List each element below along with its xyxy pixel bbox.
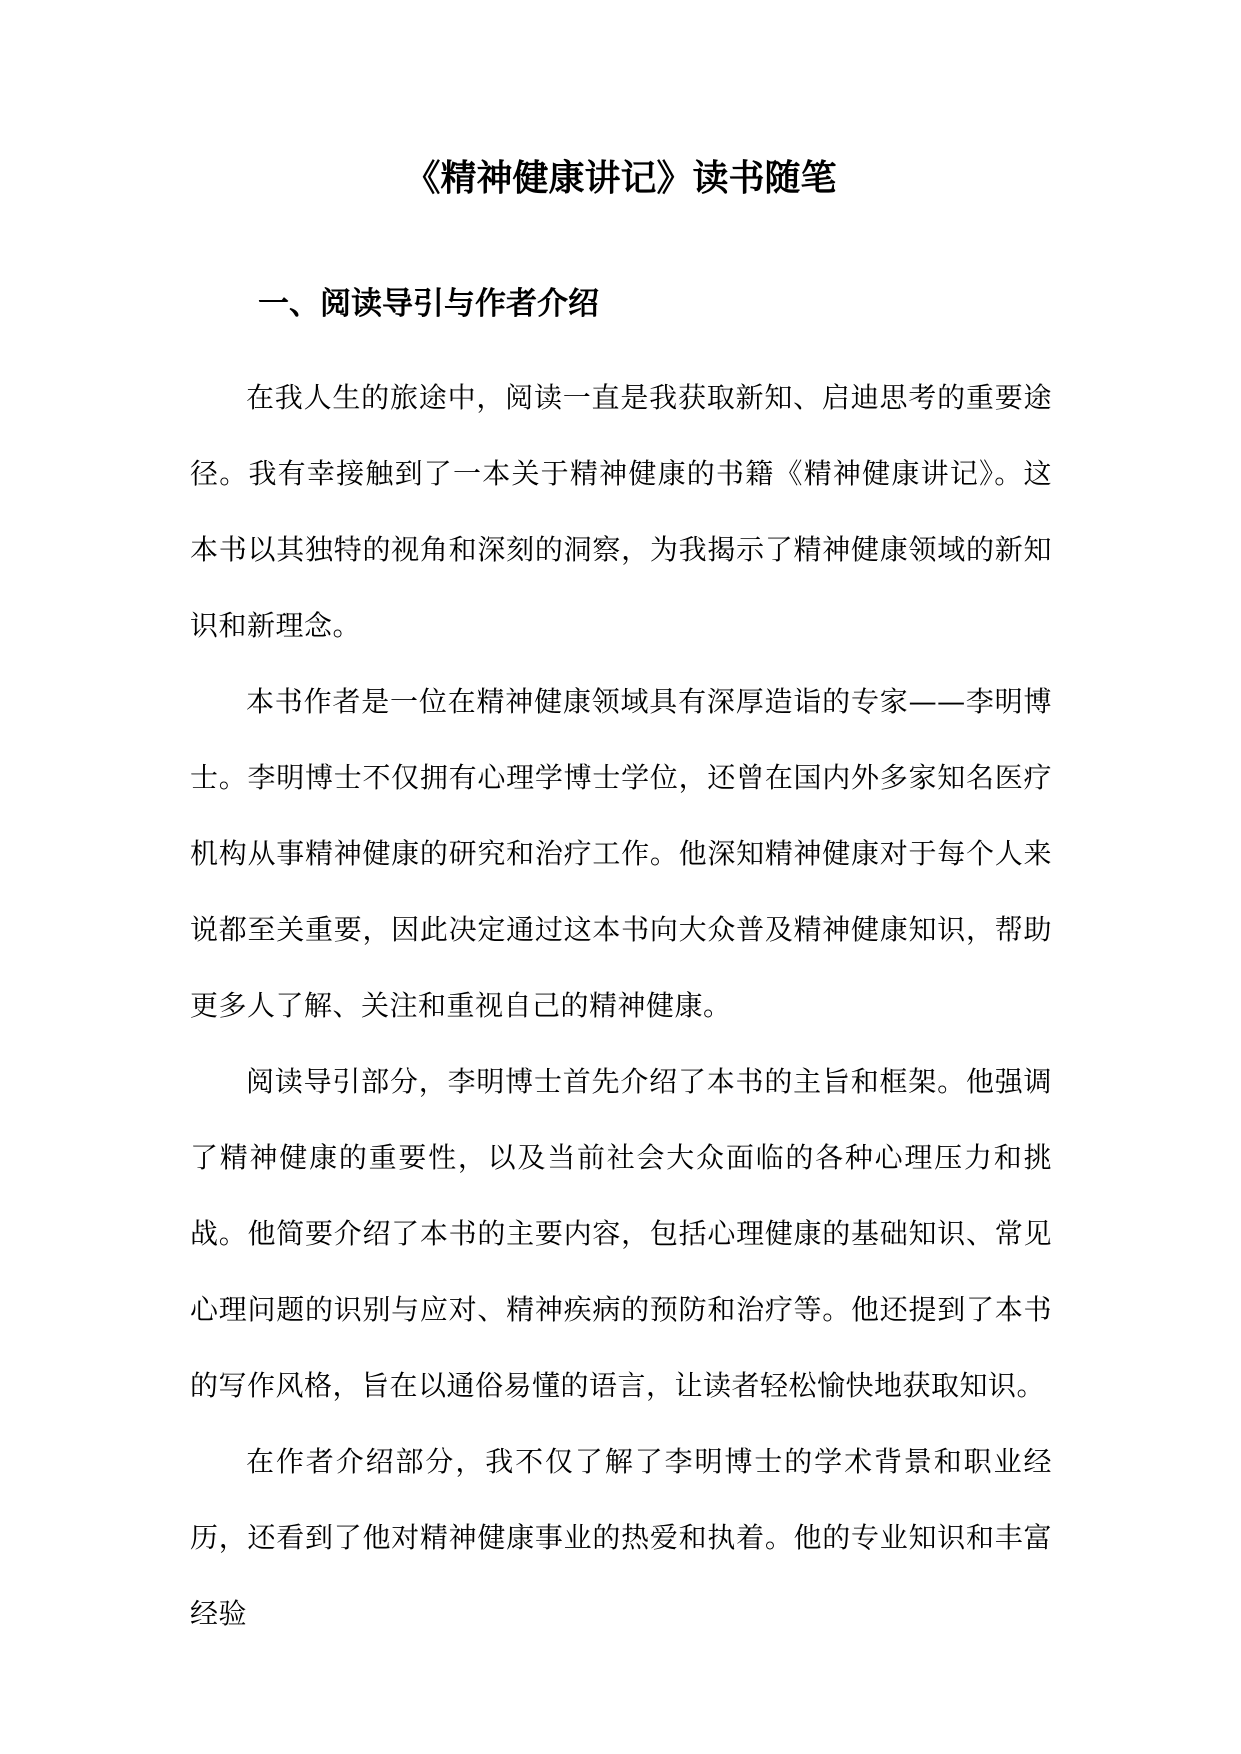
body-text <box>190 360 1052 1652</box>
paragraph-author-section: 在作者介绍部分，我不仅了解了李明博士的学术背景和职业经历，还看到了他对精神健康事业的热爱和执着。他的专业知识和丰富经验 <box>190 1445 1052 1630</box>
paragraph-author-intro: 本书作者是一位在精神健康领域具有深厚造诣的专家——李明博士。李明博士不仅拥有心理学博士学位，还曾在国内外多家知名医疗机构从事精神健康的研究和治疗工作。他深知精神健康对于每个人来说都至关重要，因此决定通过这本书向大众普及精神健康知识，帮助更多人了解、关注和重视自己的精神健康。 <box>190 685 1052 1022</box>
document-title: 《精神健康讲记》读书随笔 <box>404 157 837 199</box>
paragraph-reading-guide: 阅读导引部分，李明博士首先介绍了本书的主旨和框架。他强调了精神健康的重要性，以及当前社会大众面临的各种心理压力和挑战。他简要介绍了本书的主要内容，包括心理健康的基础知识、常见心理问题的识别与应对、精神疾病的预防和治疗等。他还提到了本书的写作风格，旨在以通俗易懂的语言，让读者轻松愉快地获取知识。 <box>190 1065 1052 1402</box>
section-heading: 一、阅读导引与作者介绍 <box>258 286 599 322</box>
paragraph-reading-intro: 在我人生的旅途中，阅读一直是我获取新知、启迪思考的重要途径。我有幸接触到了一本关于精神健康的书籍《精神健康讲记》。这本书以其独特的视角和深刻的洞察，为我揭示了精神健康领域的新知识和新理念。 <box>190 381 1052 642</box>
